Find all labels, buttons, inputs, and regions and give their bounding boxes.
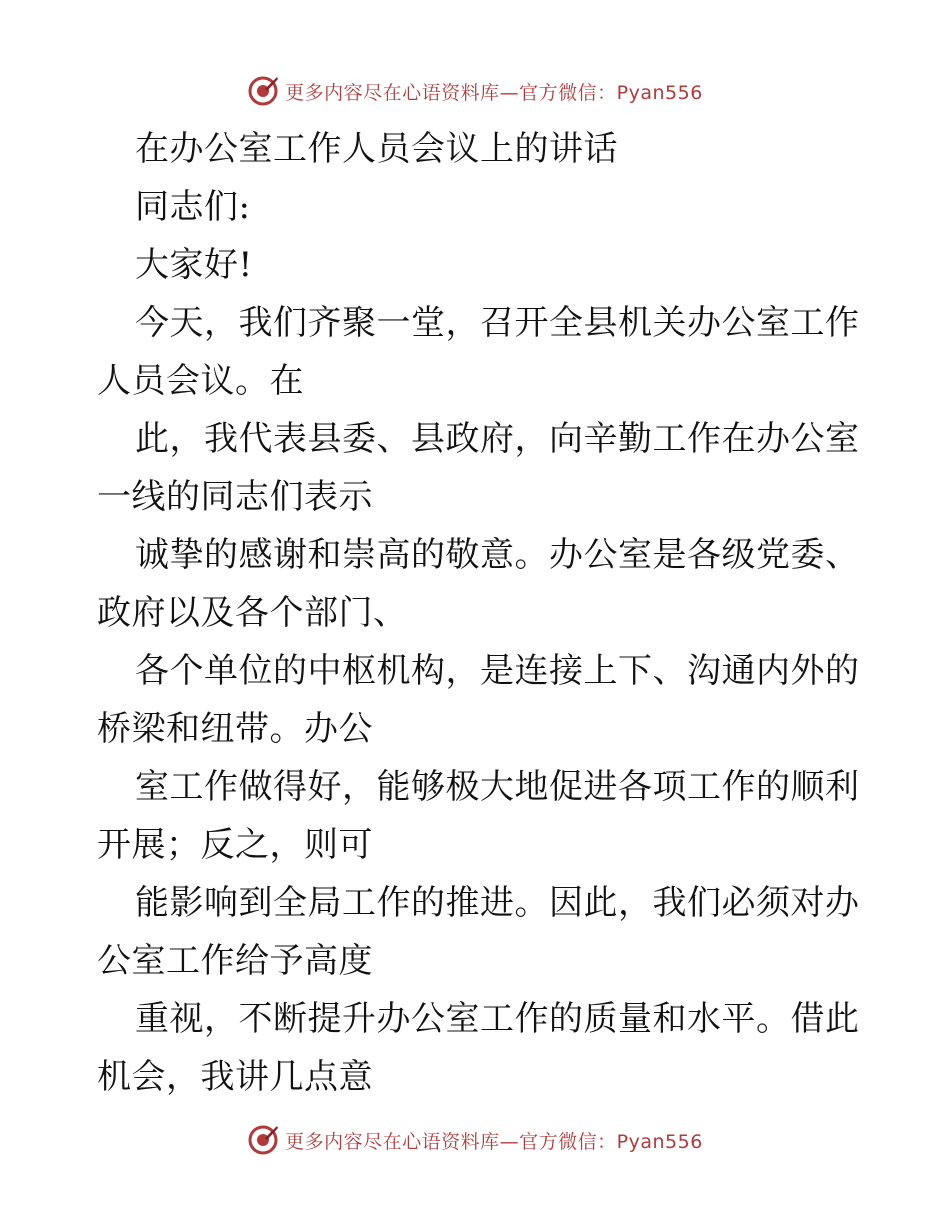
paragraph-line: 人员会议。在 [97,361,304,401]
paragraph-line: 桥梁和纽带。办公 [97,709,373,749]
greeting: 大家好! [135,245,253,285]
paragraph-line: 今天，我们齐聚一堂，召开全县机关办公室工作 [135,303,860,343]
paragraph-line: 公室工作给予高度 [97,941,373,981]
paragraph-line: 政府以及各个部门、 [97,593,408,633]
footer-watermark [0,1120,950,1160]
paragraph-line: 一线的同志们表示 [97,477,373,517]
document-title: 在办公室工作人员会议上的讲话 [135,129,618,169]
paragraph-line: 重视，不断提升办公室工作的质量和水平。借此 [135,999,860,1039]
document-body [97,120,860,1106]
watermark-text: 更多内容尽在心语资料库—官方微信：Pyan556 [285,81,703,104]
paragraph-line: 各个单位的中枢机构，是连接上下、沟通内外的 [135,651,860,691]
paragraph-line: 诚挚的感谢和崇高的敬意。办公室是各级党委、 [135,535,860,575]
pen-logo-icon [247,1124,279,1156]
watermark-text: 更多内容尽在心语资料库—官方微信：Pyan556 [285,1130,703,1153]
paragraph-line: 此，我代表县委、县政府，向辛勤工作在办公室 [135,419,860,459]
pen-logo-icon [247,75,279,107]
header-watermark [0,71,950,111]
salutation: 同志们: [135,187,251,227]
paragraph-line: 室工作做得好，能够极大地促进各项工作的顺利 [135,767,860,807]
paragraph-line: 能影响到全局工作的推进。因此，我们必须对办 [135,883,860,923]
paragraph-line: 机会，我讲几点意 [97,1057,373,1097]
paragraph-line: 开展；反之，则可 [97,825,373,865]
